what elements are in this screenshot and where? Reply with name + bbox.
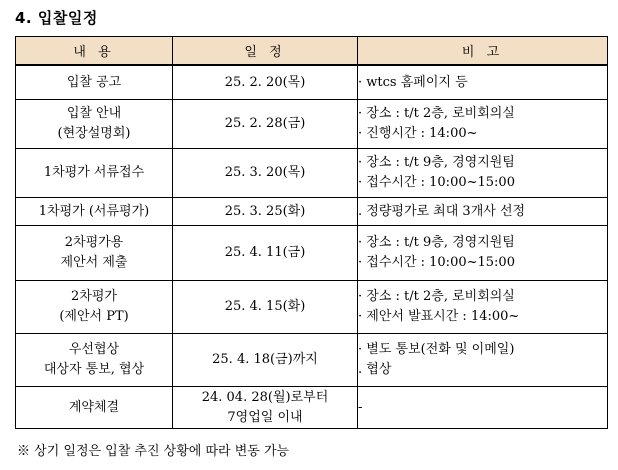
note-line: · 장소 : t/t 9층, 경영지원팀 [358, 235, 515, 250]
row-notes [358, 281, 608, 334]
table-row [16, 281, 608, 334]
note-line: · 진행시간 : 14:00~ [358, 126, 478, 141]
note-line: · 장소 : t/t 9층, 경영지원팀 [358, 155, 515, 170]
row-notes [358, 226, 608, 281]
header-schedule: 일 정 [173, 37, 358, 66]
note-line: · 접수시간 : 10:00~15:00 [358, 255, 515, 270]
row-date [173, 226, 358, 281]
row-date [173, 100, 358, 149]
row-date [173, 198, 358, 226]
bid-schedule-table [15, 36, 608, 429]
row-content [16, 65, 173, 100]
row-notes [358, 387, 608, 429]
row-notes [358, 149, 608, 198]
header-remarks: 비 고 [358, 37, 608, 66]
note-line: · 장소 : t/t 2층, 로비회의실 [358, 106, 515, 121]
row-date [173, 387, 358, 429]
table-row [16, 149, 608, 198]
note-line: · wtcs 홈페이지 등 [358, 74, 468, 90]
row-content [16, 281, 173, 334]
table-row [16, 100, 608, 149]
row-notes [358, 334, 608, 387]
row-content [16, 198, 173, 226]
content-line: 계약체결 [68, 399, 120, 415]
note-line: · 장소 : t/t 2층, 로비회의실 [358, 289, 515, 304]
content-line: 우선협상 [68, 342, 120, 357]
row-content [16, 149, 173, 198]
note-line: . 정량평가로 최대 3개사 선정 [358, 203, 526, 219]
table-row [16, 198, 608, 226]
content-line: 입찰 안내 [66, 106, 122, 121]
footnote: ※ 상기 일정은 입찰 추진 상황에 따라 변동 가능 [17, 444, 290, 459]
note-line: . 협상 [358, 362, 392, 377]
table-row [16, 226, 608, 281]
content-line: 대상자 통보, 협상 [43, 362, 145, 377]
row-content [16, 387, 173, 429]
table-header-row [16, 37, 608, 66]
content-line: 제안서 제출 [60, 255, 128, 270]
header-content: 내 용 [16, 37, 173, 66]
row-notes [358, 100, 608, 149]
note-line: · 접수시간 : 10:00~15:00 [358, 175, 515, 190]
row-date [173, 281, 358, 334]
content-line: 1차평가 서류접수 [43, 165, 145, 180]
date-line: 25. 3. 25(화) [224, 203, 306, 219]
date-line: 7영업일 이내 [227, 409, 303, 425]
date-line: 25. 3. 20(목) [224, 165, 306, 180]
date-line: 25. 2. 20(목) [224, 74, 306, 90]
content-line: (현장설명회) [57, 126, 131, 141]
table-row [16, 387, 608, 429]
row-content [16, 100, 173, 149]
content-line: (제안서 PT) [59, 309, 129, 324]
row-notes [358, 198, 608, 226]
row-content [16, 226, 173, 281]
date-line: 24. 04. 28(월)로부터 [201, 389, 329, 405]
content-line: 1차평가 (서류평가) [38, 203, 150, 219]
date-line: 25. 4. 18(금)까지 [212, 352, 318, 367]
row-date [173, 334, 358, 387]
content-line: 입찰 공고 [66, 74, 122, 90]
content-line: 2차평가 [71, 289, 117, 304]
table-row [16, 334, 608, 387]
date-line: 25. 4. 11(금) [224, 245, 306, 260]
note-line: - [358, 399, 363, 415]
row-content [16, 334, 173, 387]
content-line: 2차평가용 [64, 235, 124, 250]
date-line: 25. 4. 15(화) [224, 299, 306, 314]
section-title: 4. 입찰일정 [15, 9, 98, 27]
date-line: 25. 2. 28(금) [224, 116, 306, 131]
table-row [16, 65, 608, 100]
note-line: · 별도 통보(전화 및 이메일) [358, 342, 515, 357]
row-date [173, 149, 358, 198]
note-line: · 제안서 발표시간 : 14:00~ [358, 309, 520, 324]
row-date [173, 65, 358, 100]
row-notes [358, 65, 608, 100]
